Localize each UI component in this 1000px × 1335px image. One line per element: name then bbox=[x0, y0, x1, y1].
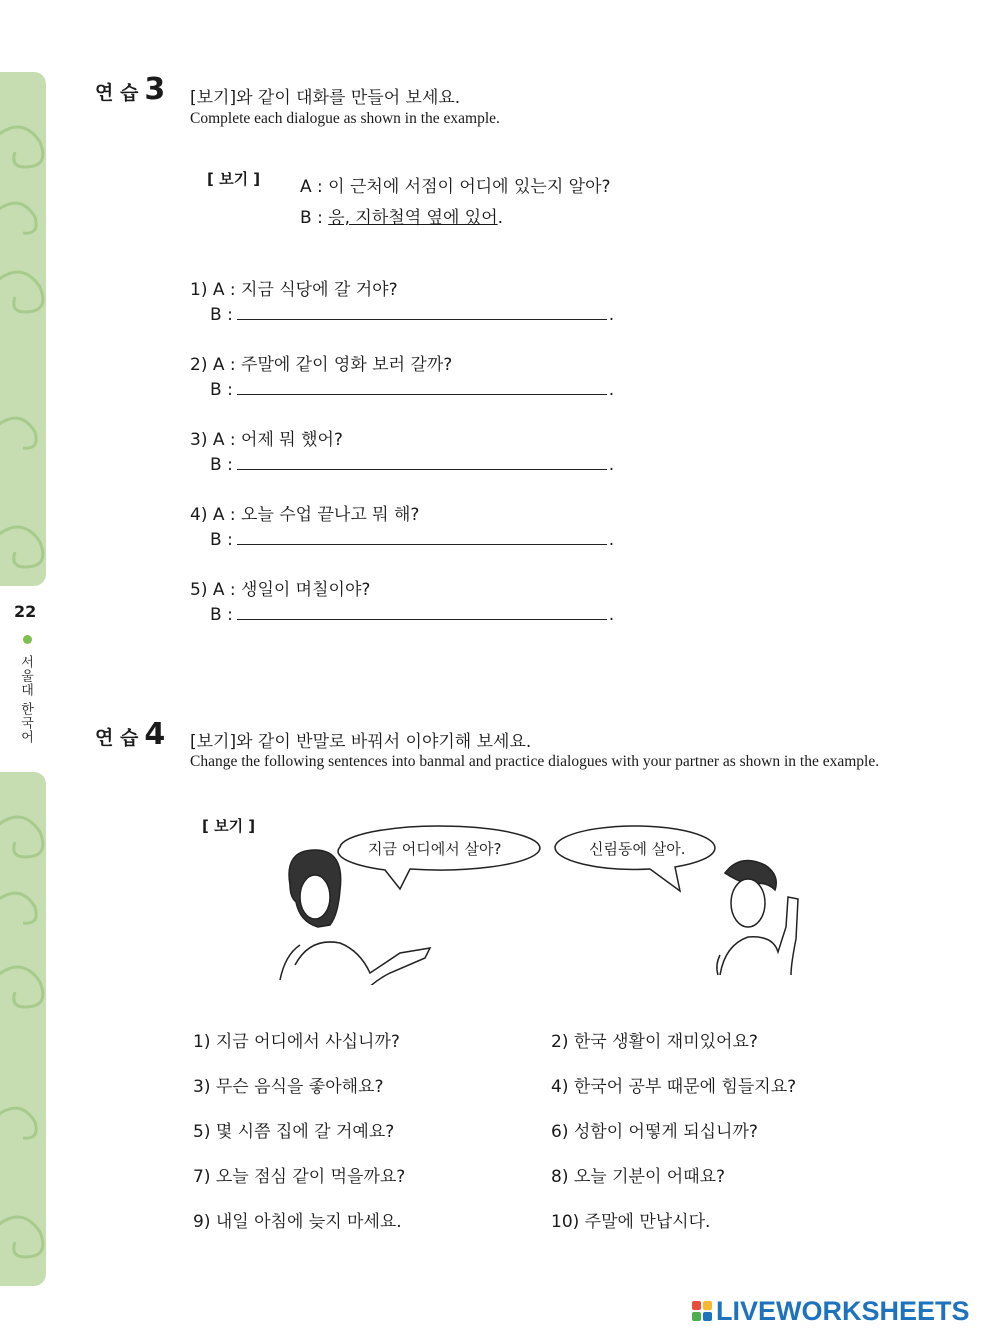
exercise3-answer-row-5 bbox=[210, 605, 614, 625]
example-illustration bbox=[270, 815, 810, 985]
answer-period: . bbox=[608, 605, 615, 625]
exercise3-instruction-kr: [보기]와 같이 대화를 만들어 보세요. bbox=[190, 88, 461, 108]
answer-prefix: B : bbox=[210, 455, 233, 475]
side-tab-top bbox=[0, 72, 46, 586]
answer-blank-field[interactable] bbox=[237, 530, 607, 545]
exercise4-instruction-kr: [보기]와 같이 반말로 바꿔서 이야기해 보세요. bbox=[190, 732, 532, 752]
exercise4-label-text: 연 습 bbox=[95, 727, 139, 749]
exercise3-answer-row-3 bbox=[210, 455, 614, 475]
side-tab-bottom bbox=[0, 772, 46, 1286]
man-figure-icon bbox=[717, 861, 798, 976]
exercise3-label-text: 연 습 bbox=[95, 82, 139, 104]
exercise3-number: 3 bbox=[144, 72, 166, 107]
exercise4-item-left-3: 5) 몇 시쯤 집에 갈 거예요? bbox=[193, 1122, 395, 1142]
exercise3-example-b bbox=[300, 203, 503, 228]
exercise4-example-label: [ 보기 ] bbox=[202, 817, 256, 835]
exercise4-item-left-5: 9) 내일 아침에 늦지 마세요. bbox=[193, 1212, 402, 1232]
exercise4-item-right-4: 8) 오늘 기분이 어때요? bbox=[551, 1167, 726, 1187]
answer-prefix: B : bbox=[210, 530, 233, 550]
answer-blank-field[interactable] bbox=[237, 605, 607, 620]
exercise3-question-4: 4) A : 오늘 수업 끝나고 뭐 해? bbox=[190, 505, 420, 525]
exercise4-item-left-1: 1) 지금 어디에서 사십니까? bbox=[193, 1032, 400, 1052]
answer-blank-field[interactable] bbox=[237, 455, 607, 470]
page-number: 22 bbox=[14, 602, 37, 621]
answer-period: . bbox=[608, 455, 615, 475]
exercise3-example-label: [ 보기 ] bbox=[207, 170, 261, 188]
exercise3-answer-row-1 bbox=[210, 305, 614, 325]
logo-square-1 bbox=[692, 1301, 701, 1310]
exercise3-instruction-en: Complete each dialogue as shown in the example. bbox=[190, 110, 500, 127]
exercise3-question-5: 5) A : 생일이 며칠이야? bbox=[190, 580, 371, 600]
logo-square-4 bbox=[703, 1312, 712, 1321]
exercise4-item-right-3: 6) 성함이 어떻게 되십니까? bbox=[551, 1122, 758, 1142]
exercise3-question-2: 2) A : 주말에 같이 영화 보러 갈까? bbox=[190, 355, 453, 375]
exercise3-question-1: 1) A : 지금 식당에 갈 거야? bbox=[190, 280, 398, 300]
bubble-right-text: 신림동에 살아. bbox=[589, 840, 686, 858]
answer-period: . bbox=[608, 530, 615, 550]
exercise4-item-left-4: 7) 오늘 점심 같이 먹을까요? bbox=[193, 1167, 406, 1187]
swirl-pattern-icon bbox=[0, 772, 46, 1286]
logo-text: LIVEWORKSHEETS bbox=[716, 1295, 970, 1326]
exercise4-item-left-2: 3) 무슨 음식을 좋아해요? bbox=[193, 1077, 384, 1097]
exercise3-example-a: A : 이 근처에 서점이 어디에 있는지 알아? bbox=[300, 177, 611, 197]
logo-square-3 bbox=[692, 1312, 701, 1321]
answer-blank-field[interactable] bbox=[237, 380, 607, 395]
example-b-prefix: B : bbox=[300, 208, 329, 228]
answer-blank-field[interactable] bbox=[237, 305, 607, 320]
swirl-pattern-icon bbox=[0, 72, 46, 586]
exercise4-instruction-en: Change the following sentences into banmal and practice dialogues with your partner as shown in the example. bbox=[190, 753, 880, 770]
liveworksheets-logo-icon bbox=[692, 1301, 712, 1321]
answer-prefix: B : bbox=[210, 380, 233, 400]
exercise4-item-right-5: 10) 주말에 만납시다. bbox=[551, 1212, 711, 1232]
bubble-left-text: 지금 어디에서 살아? bbox=[368, 840, 502, 858]
answer-prefix: B : bbox=[210, 305, 233, 325]
logo-square-2 bbox=[703, 1301, 712, 1310]
example-b-suffix: . bbox=[497, 208, 504, 228]
exercise3-answer-row-2 bbox=[210, 380, 614, 400]
page-dot-icon bbox=[23, 635, 32, 644]
book-title: 서울대 한국어 bbox=[18, 655, 33, 745]
answer-prefix: B : bbox=[210, 605, 233, 625]
answer-period: . bbox=[608, 305, 615, 325]
answer-period: . bbox=[608, 380, 615, 400]
exercise4-number: 4 bbox=[144, 717, 166, 752]
exercise4-item-right-1: 2) 한국 생활이 재미있어요? bbox=[551, 1032, 758, 1052]
exercise3-label bbox=[95, 72, 165, 107]
exercise3-question-3: 3) A : 어제 뭐 했어? bbox=[190, 430, 343, 450]
example-b-answer: 응, 지하철역 옆에 있어 bbox=[328, 208, 498, 228]
liveworksheets-logo bbox=[692, 1295, 970, 1327]
exercise3-answer-row-4 bbox=[210, 530, 614, 550]
exercise4-item-right-2: 4) 한국어 공부 때문에 힘들지요? bbox=[551, 1077, 797, 1097]
exercise4-label bbox=[95, 717, 165, 752]
